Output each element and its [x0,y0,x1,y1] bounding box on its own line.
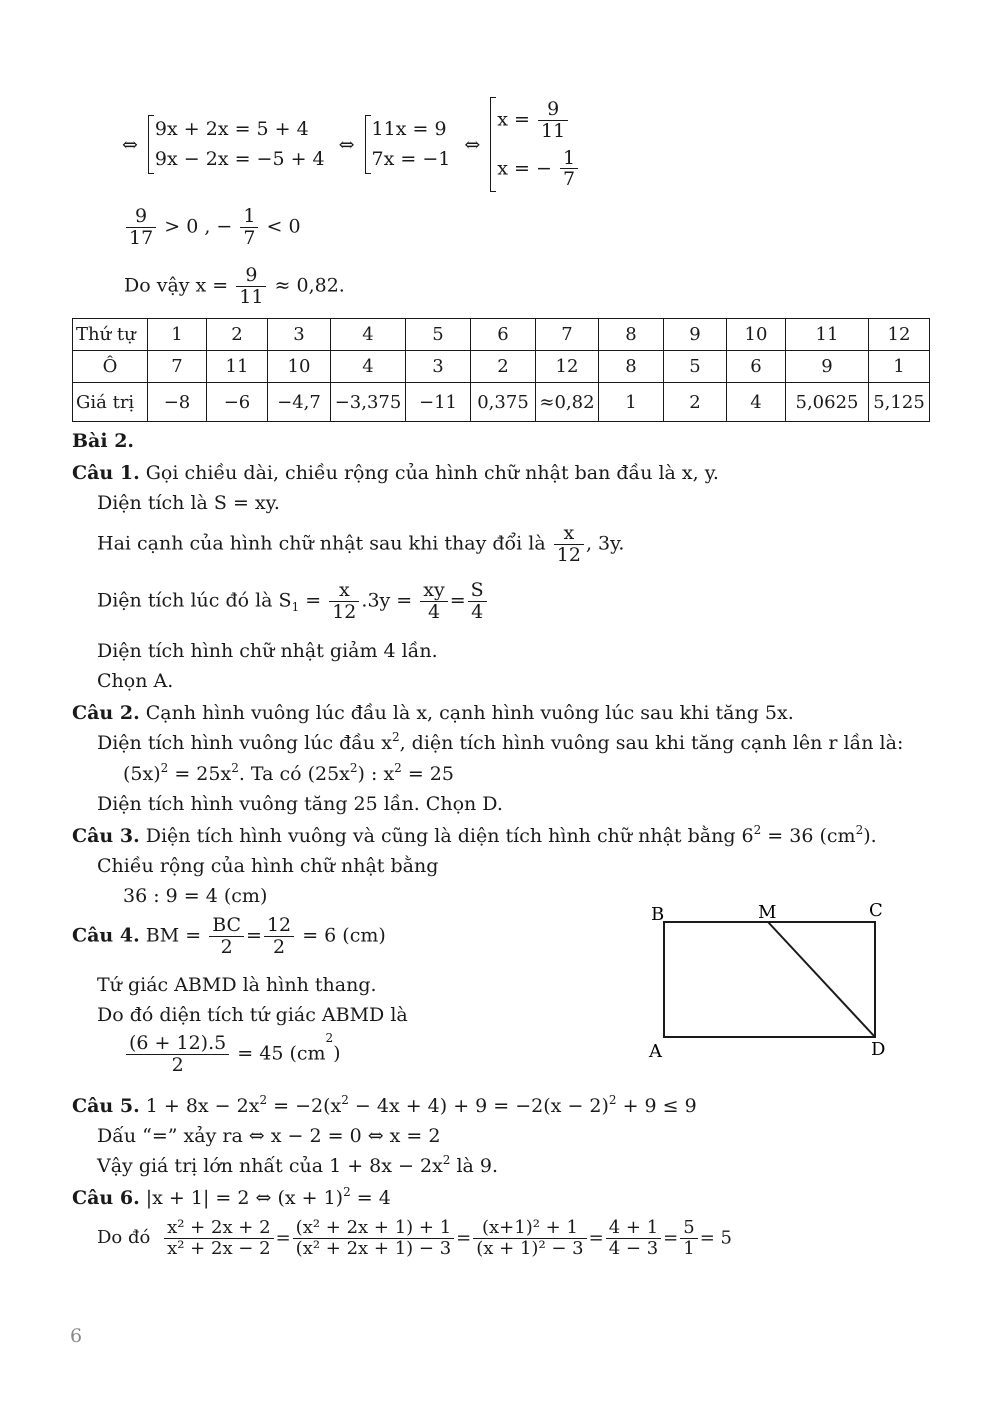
sol1-prefix: x = [497,108,530,131]
t: ) : x [357,763,395,785]
table-cell: 7 [536,319,599,351]
cau-2-line-4: Diện tích hình vuông tăng 25 lần. Chọn D. [97,793,503,815]
cau-2-line-3 [123,763,454,785]
values-table [72,318,930,422]
den: 1 [683,1237,695,1259]
sup: 2 [325,1031,334,1045]
table-cell: 2 [207,319,268,351]
num: xy [420,580,447,602]
equiv-symbol: ⇔ [464,133,481,156]
fraction [126,1033,229,1076]
num: S [468,580,487,602]
cau-1-line-2: Diện tích là S = xy. [97,492,280,514]
t: = 25x [168,763,232,785]
cau-4-line-3: Do đó diện tích tứ giác ABMD là [97,1004,408,1026]
ineq-mid: > 0 , − [164,215,233,238]
table-cell: 12 [536,351,599,383]
label-a: A [649,1041,662,1062]
cau-3-line-2: Chiều rộng của hình chữ nhật bằng [97,855,439,877]
den: 12 [332,600,357,623]
row-label: Thứ tự [73,319,148,351]
eq: = [246,924,262,947]
den: 2 [220,935,233,958]
mid: .3y = [361,589,413,612]
table-cell: 4 [727,383,786,422]
system-2-eq1: 11x = 9 [371,118,447,141]
table-cell: 6 [471,319,536,351]
eq: = [456,1227,472,1249]
table-cell: ≈0,82 [536,383,599,422]
segment-md [768,922,875,1037]
cau-label: Câu 6. [72,1187,140,1209]
cau-label: Câu 1. [72,462,140,484]
den: 4 − 3 [608,1237,659,1259]
sup: 2 [391,730,400,744]
fraction [329,580,359,623]
text-end: , 3y. [585,532,625,555]
sol1-den: 11 [541,119,566,142]
cau-5-line-1 [72,1095,697,1117]
t: . Ta có (25x [238,763,350,785]
table-cell: 2 [664,383,727,422]
table-cell: 7 [148,351,207,383]
label-m: M [758,902,777,923]
section-title: Bài 2. [72,430,135,452]
table-row-thu-tu [73,319,930,351]
table-cell: 0,375 [471,383,536,422]
num: (6 + 12).5 [126,1033,229,1055]
ineq-end: < 0 [266,215,301,238]
t: = 25 [401,763,454,785]
table-cell: 12 [869,319,930,351]
rectangle-abcd [664,922,875,1037]
sup: 2 [343,1185,351,1199]
table-row-o [73,351,930,383]
ineq-f1-num: 9 [126,206,156,228]
text: Diện tích lúc đó là S [97,589,292,612]
fraction [473,1218,586,1259]
sup: 2 [349,761,358,775]
table-cell: 1 [599,383,664,422]
dovay-num: 9 [236,265,266,287]
sol2-prefix: x = − [497,156,552,179]
num: (x² + 2x + 1) + 1 [293,1218,455,1239]
eq: = [588,1227,604,1249]
sup: 2 [259,1093,268,1107]
cau-text: Cạnh hình vuông lúc đầu là x, cạnh hình vuông lúc sau khi tăng 5x. [145,702,794,724]
table-cell: 4 [331,351,406,383]
equation-systems [122,92,580,197]
sol2-den: 7 [562,168,576,191]
t: Do đó [97,1227,151,1249]
solution-set [490,97,580,193]
sup: 2 [753,823,762,837]
t: = 45 (cm [237,1042,326,1065]
eq: = [305,589,322,612]
fraction [264,915,294,958]
dovay-den: 11 [239,285,264,308]
den: 2 [273,935,286,958]
fraction [468,580,487,623]
dovay-fraction [236,265,266,308]
fraction [420,580,447,623]
t: = −2(x [267,1095,342,1117]
solution-1 [497,99,580,142]
fraction [606,1218,661,1259]
table-cell: 8 [599,351,664,383]
t: Diện tích hình vuông lúc đầu x [97,732,392,754]
fraction [554,523,584,566]
cau-5-line-2: Dấu “=” xảy ra ⇔ x − 2 = 0 ⇔ x = 2 [97,1125,441,1147]
equiv-symbol: ⇔ [122,133,138,156]
table-cell: 5 [406,319,471,351]
cau-1-line-5: Diện tích hình chữ nhật giảm 4 lần. [97,640,438,662]
t: − 4x + 4) + 9 = −2(x − 2) [348,1095,609,1117]
den: x² + 2x − 2 [167,1237,271,1259]
sup: 2 [160,761,169,775]
table-cell: 5,0625 [786,383,869,422]
sup: 2 [442,1153,451,1167]
t: = 5 [699,1227,732,1249]
num: 5 [680,1218,697,1239]
rectangle-figure [640,895,900,1065]
den: 4 [427,600,441,623]
cau-label: Câu 2. [72,702,140,724]
cau-3-line-1 [72,825,877,847]
cau-label: Câu 4. [72,924,140,947]
table-row-gia-tri [73,383,930,422]
text: Hai cạnh của hình chữ nhật sau khi thay đổi là [97,532,546,555]
t: là 9. [450,1155,499,1177]
equiv-symbol: ⇔ [338,133,355,156]
table-cell: −11 [406,383,471,422]
fraction [680,1218,697,1259]
system-1-eq2: 9x − 2x = −5 + 4 [154,147,325,170]
t: Vậy giá trị lớn nhất của 1 + 8x − 2x [97,1155,443,1177]
num: x [329,580,359,602]
sup: 2 [855,823,864,837]
page-number: 6 [70,1325,83,1347]
table-cell: 10 [268,351,331,383]
eq: = [275,1227,291,1249]
label-c: C [869,900,883,921]
sup: 2 [341,1093,349,1107]
fraction [209,915,244,958]
table-cell: 3 [406,351,471,383]
table-cell: −4,7 [268,383,331,422]
t: ) [333,1042,341,1065]
table-cell: 3 [268,319,331,351]
label-d: D [871,1039,886,1060]
cau-label: Câu 5. [72,1095,140,1117]
num: x [554,523,584,545]
table-cell: −8 [148,383,207,422]
t: = 4 [350,1187,391,1209]
system-2-eq2: 7x = −1 [371,147,451,170]
num: 4 + 1 [606,1218,661,1239]
t: + 9 ≤ 9 [616,1095,697,1117]
table-cell: 6 [727,351,786,383]
sol2-num: 1 [560,148,578,170]
t: BM = [145,924,202,947]
cau-2-line-1 [72,702,794,724]
cau-6-line-2 [97,1218,732,1259]
ineq-fraction-1 [126,206,156,249]
den: 12 [556,543,581,566]
table-cell: 9 [664,319,727,351]
cau-4-line-4 [124,1033,341,1076]
table-cell: 4 [331,319,406,351]
sup: 2 [394,761,402,775]
num: (x+1)² + 1 [473,1218,586,1239]
system-1 [148,115,325,174]
cau-text: Gọi chiều dài, chiều rộng của hình chữ nhật ban đầu là x, y. [145,462,719,484]
t: |x + 1| = 2 ⇔ (x + 1) [145,1187,344,1209]
t: (5x) [123,763,161,785]
den: 2 [171,1053,184,1076]
system-2 [365,115,451,174]
den: (x² + 2x + 1) − 3 [295,1237,452,1259]
sup: 2 [231,761,239,775]
label-b: B [651,904,665,925]
eq: = [663,1227,679,1249]
inequality-line [124,206,301,249]
num: 12 [264,915,294,937]
ineq-f2-num: 1 [240,206,258,228]
cau-4-line-2: Tứ giác ABMD là hình thang. [97,974,377,996]
cau-1-line-1 [72,462,719,484]
row-label: Ô [73,351,148,383]
cau-label: Câu 3. [72,825,140,847]
dovay-suffix: ≈ 0,82. [274,274,345,297]
cau-1-line-4 [97,580,489,623]
ineq-fraction-2 [240,206,258,249]
sub: 1 [291,600,300,615]
table-cell: −3,375 [331,383,406,422]
cau-6-line-1 [72,1187,391,1209]
t: ). [863,825,877,847]
t: , diện tích hình vuông sau khi tăng cạnh lên r lần là: [399,732,904,754]
num: BC [209,915,244,937]
table-cell: 5,125 [869,383,930,422]
fraction [293,1218,455,1259]
system-1-eq1: 9x + 2x = 5 + 4 [154,118,309,141]
cau-5-line-3 [97,1155,498,1177]
table-cell: 2 [471,351,536,383]
table-cell: 1 [869,351,930,383]
cau-3-line-3: 36 : 9 = 4 (cm) [123,885,268,907]
sol1-fraction [538,99,568,142]
dovay-prefix: Do vậy x = [124,274,229,297]
sup: 2 [608,1093,617,1107]
fraction [164,1218,273,1259]
table-cell: 11 [786,319,869,351]
table-cell: 5 [664,351,727,383]
cau-1-line-3 [97,523,624,566]
table-cell: 1 [148,319,207,351]
cau-2-line-2 [97,732,903,754]
eq: = [449,589,466,612]
solution-2 [497,148,580,191]
table-cell: −6 [207,383,268,422]
row-label: Giá trị [73,383,148,422]
conclusion-line [124,265,345,308]
cau-4-line-1 [72,915,386,958]
t: Diện tích hình vuông và cũng là diện tích hình chữ nhật bằng 6 [145,825,754,847]
table-cell: 11 [207,351,268,383]
den: 4 [471,600,484,623]
t: = 6 (cm) [302,924,386,947]
table-cell: 8 [599,319,664,351]
table-cell: 9 [786,351,869,383]
t: 1 + 8x − 2x [145,1095,260,1117]
cau-1-line-6: Chọn A. [97,670,174,692]
ineq-f1-den: 17 [129,226,154,249]
ineq-f2-den: 7 [243,226,256,249]
sol1-num: 9 [538,99,568,121]
num: x² + 2x + 2 [164,1218,273,1239]
table-cell: 10 [727,319,786,351]
sol2-fraction [560,148,578,191]
t: = 36 (cm [761,825,856,847]
den: (x + 1)² − 3 [476,1237,584,1259]
